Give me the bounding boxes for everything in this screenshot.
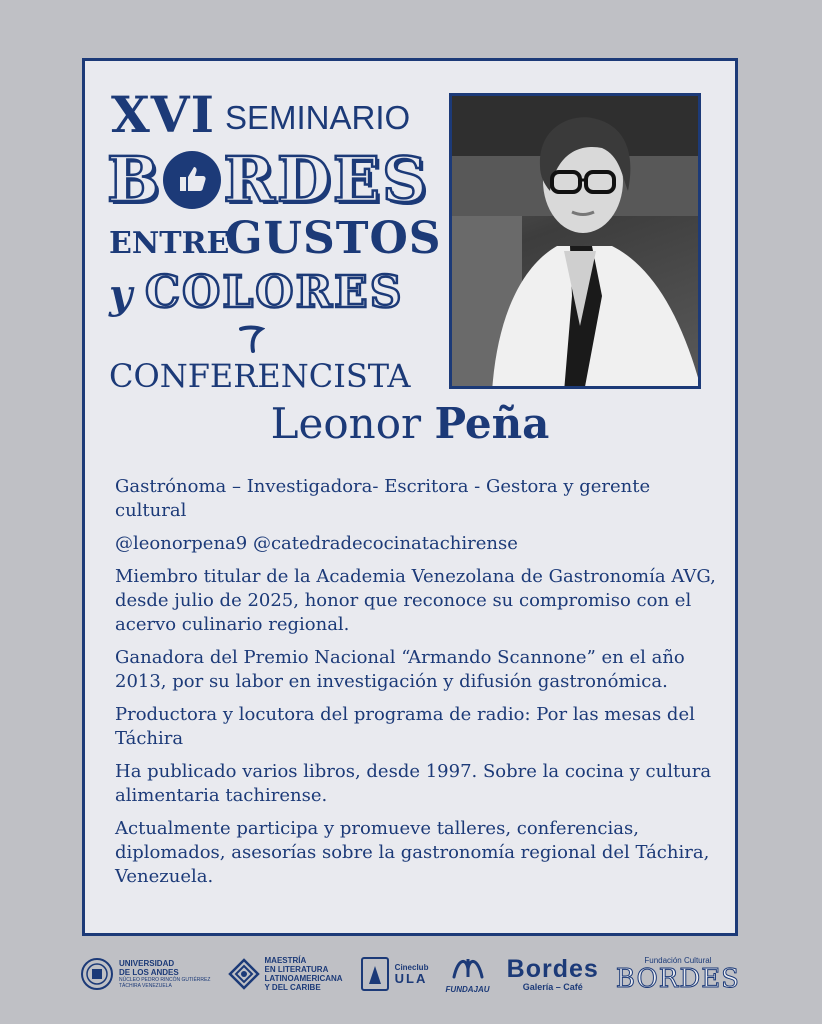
cineclub-logo bbox=[360, 956, 429, 992]
fundacion-bordes-logo bbox=[616, 956, 740, 993]
bio-paragraph: Ganadora del Premio Nacional “Armando Scannone” en el año 2013, por su labor en investigación y difusión gastronómica. bbox=[115, 647, 685, 692]
bordes-title-end: RDES bbox=[223, 143, 429, 216]
cineclub-frame-icon bbox=[360, 956, 390, 992]
edition-number: XVI bbox=[111, 85, 215, 144]
ula-logo bbox=[80, 957, 210, 991]
ula-line1: UNIVERSIDAD bbox=[119, 959, 175, 968]
speaker-name bbox=[85, 399, 735, 448]
fundacion-name: BORDES bbox=[615, 963, 740, 994]
thumbs-up-icon bbox=[163, 151, 221, 209]
fundaju-label: FUNDAJAU bbox=[445, 984, 490, 994]
bio-paragraph: Miembro titular de la Academia Venezolana de Gastronomía AVG, desde julio de 2025, honor que reconoce su compromiso con el acervo culinario regional. bbox=[115, 566, 716, 635]
seminar-label: SEMINARIO bbox=[225, 99, 411, 136]
bordes-cafe-logo bbox=[507, 956, 599, 992]
maestria-line4: Y DEL CARIBE bbox=[264, 983, 321, 992]
maestria-logo bbox=[228, 956, 343, 992]
bio-paragraph: Actualmente participa y promueve talleres, conferencias, diplomados, asesorías sobre la gastronomía regional del Táchira, Venezuela. bbox=[115, 818, 710, 887]
speaker-last-name: Peña bbox=[434, 399, 550, 448]
fundaju-mark-icon bbox=[448, 955, 488, 981]
fundacion-sub: Fundación Cultural bbox=[644, 955, 712, 965]
cineclub-line2: ULA bbox=[394, 970, 428, 986]
role-label: CONFERENCISTA bbox=[109, 357, 411, 395]
cineclub-line1: Cineclub bbox=[394, 962, 429, 972]
bio-paragraph: Ha publicado varios libros, desde 1997. Sobre la cocina y cultura alimentaria tachirense. bbox=[115, 761, 712, 806]
ula-seal-icon bbox=[80, 957, 114, 991]
maestria-emblem-icon bbox=[228, 958, 260, 990]
event-poster-card bbox=[82, 58, 738, 936]
swash-ornament bbox=[239, 325, 265, 353]
y-word: y bbox=[109, 271, 133, 318]
bordes-cafe-sub: Galería – Café bbox=[522, 982, 583, 992]
ula-line4: TÁCHIRA VENEZUELA bbox=[119, 983, 172, 989]
entre-word: ENTRE bbox=[109, 226, 230, 261]
speaker-first-name: Leonor bbox=[270, 399, 422, 448]
maestria-line1: MAESTRÍA bbox=[264, 956, 307, 965]
maestria-line2: EN LITERATURA bbox=[264, 965, 329, 974]
colores-word: COLORES bbox=[145, 267, 404, 318]
speaker-photo bbox=[449, 93, 701, 389]
bordes-title-start: B bbox=[107, 143, 162, 216]
ula-line3: NÚCLEO PEDRO RINCÓN GUTIÉRREZ bbox=[119, 977, 211, 983]
sponsor-logos bbox=[80, 948, 740, 1000]
bordes-title bbox=[107, 143, 429, 216]
speaker-portrait-illustration bbox=[452, 96, 701, 389]
bio-paragraph: Gastrónoma – Investigadora- Escritora - Gestora y gerente cultural bbox=[115, 476, 651, 521]
fundaju-logo bbox=[446, 955, 490, 994]
maestria-line3: LATINOAMERICANA bbox=[264, 974, 343, 983]
bio-paragraph: @leonorpena9 @catedradecocinatachirense bbox=[115, 533, 518, 554]
ula-line2: DE LOS ANDES bbox=[119, 968, 179, 977]
bio-paragraph: Productora y locutora del programa de radio: Por las mesas del Táchira bbox=[115, 704, 695, 749]
gustos-word: GUSTOS bbox=[225, 213, 442, 264]
speaker-bio bbox=[115, 475, 725, 898]
bordes-cafe-name: Bordes bbox=[506, 955, 599, 983]
